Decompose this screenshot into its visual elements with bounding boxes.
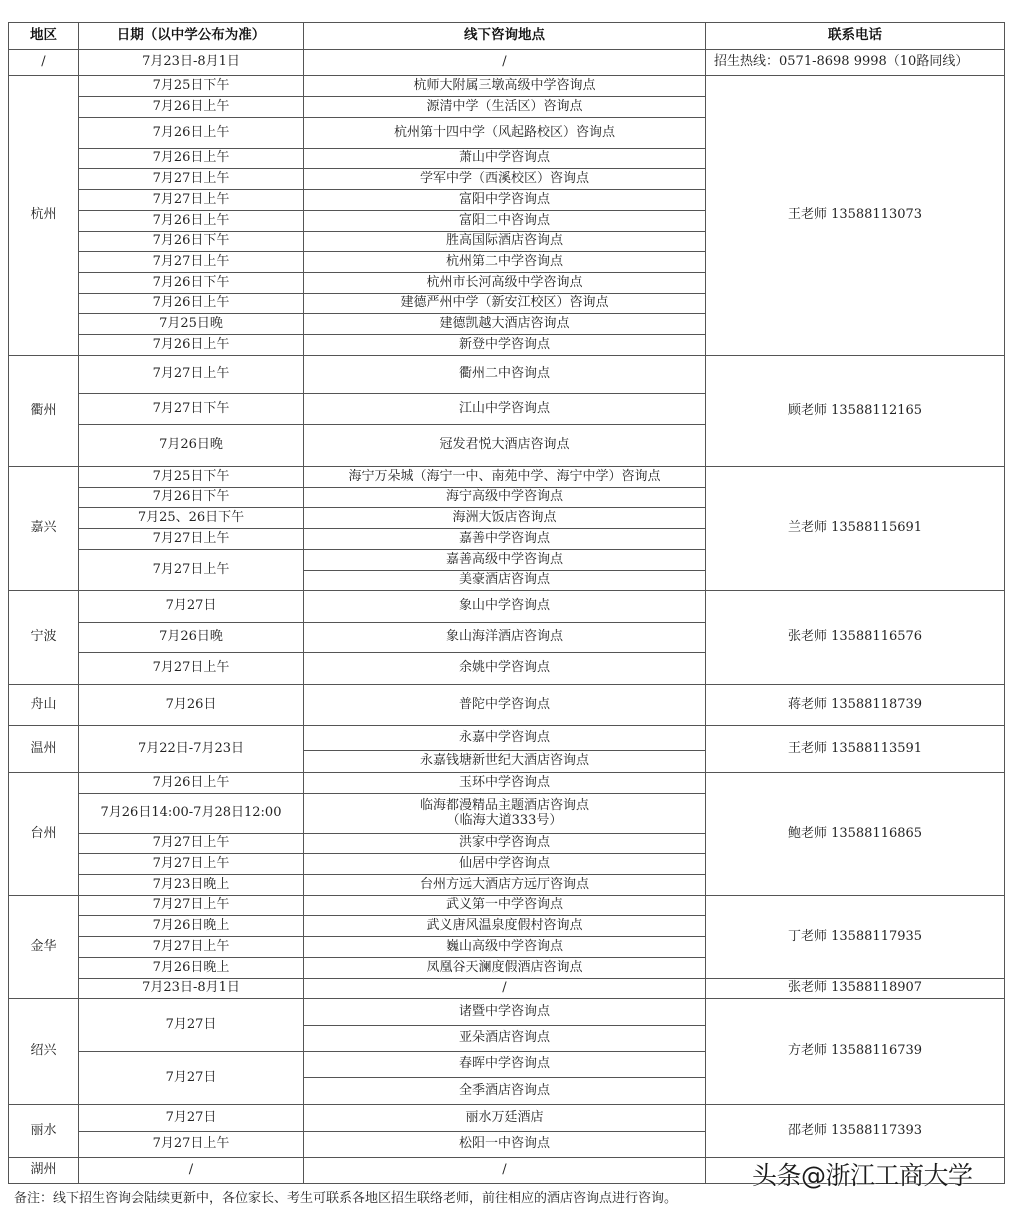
location-name: 临海都漫精品主题酒店咨询点 <box>419 797 589 813</box>
table-row <box>9 591 1005 623</box>
region-shaoxing: 绍兴 <box>9 999 79 1105</box>
date-cell: 7月23日-8月1日 <box>79 979 304 999</box>
location-cell: 美豪酒店咨询点 <box>304 571 706 591</box>
date-cell: 7月27日上午 <box>79 529 304 550</box>
region-jiaxing: 嘉兴 <box>9 467 79 591</box>
region-wenzhou: 温州 <box>9 726 79 773</box>
table-row <box>9 773 1005 794</box>
table-row <box>9 999 1005 1026</box>
location-cell: 巍山高级中学咨询点 <box>304 937 706 958</box>
table-row <box>9 467 1005 488</box>
header-date: 日期（以中学公布为准） <box>79 23 304 50</box>
location-cell: 建德凯越大酒店咨询点 <box>304 314 706 335</box>
location-cell: 海洲大饭店咨询点 <box>304 508 706 529</box>
date-cell: 7月27日上午 <box>79 653 304 685</box>
date-cell: 7月26日 <box>79 685 304 726</box>
location-cell: 丽水万廷酒店 <box>304 1105 706 1132</box>
location-cell: 冠发君悦大酒店咨询点 <box>304 425 706 467</box>
contact-hangzhou: 王老师 13588113073 <box>706 76 1005 356</box>
table-row <box>9 896 1005 916</box>
date-cell: 7月27日上午 <box>79 356 304 394</box>
date-cell: 7月26日晚上 <box>79 958 304 979</box>
date-cell: 7月26日上午 <box>79 211 304 232</box>
date-cell: 7月27日上午 <box>79 937 304 958</box>
date-cell: 7月27日 <box>79 999 304 1052</box>
table-row <box>9 76 1005 97</box>
date-cell: 7月26日晚上 <box>79 916 304 937</box>
date-cell: 7月26日下午 <box>79 488 304 508</box>
location-cell: 亚朵酒店咨询点 <box>304 1026 706 1052</box>
contact-jiaxing: 兰老师 13588115691 <box>706 467 1005 591</box>
location-cell: 仙居中学咨询点 <box>304 854 706 875</box>
location-cell: 胜高国际酒店咨询点 <box>304 232 706 252</box>
date-cell: 7月26日上午 <box>79 773 304 794</box>
date-cell: 7月27日下午 <box>79 394 304 425</box>
location-cell: 学军中学（西溪校区）咨询点 <box>304 169 706 190</box>
contact-zhoushan: 蒋老师 13588118739 <box>706 685 1005 726</box>
date-cell: 7月26日下午 <box>79 273 304 294</box>
location-cell: 武义唐风温泉度假村咨询点 <box>304 916 706 937</box>
location-cell: 普陀中学咨询点 <box>304 685 706 726</box>
date-cell: 7月27日上午 <box>79 550 304 591</box>
location-cell: 衢州二中咨询点 <box>304 356 706 394</box>
header-region: 地区 <box>9 23 79 50</box>
date-cell: 7月25、26日下午 <box>79 508 304 529</box>
contact-jinhua: 丁老师 13588117935 <box>706 896 1005 979</box>
region-hangzhou: 杭州 <box>9 76 79 356</box>
header-location: 线下咨询地点 <box>304 23 706 50</box>
location-cell: 杭州第十四中学（风起路校区）咨询点 <box>304 118 706 149</box>
contact-lishui: 邵老师 13588117393 <box>706 1105 1005 1158</box>
contact-ningbo: 张老师 13588116576 <box>706 591 1005 685</box>
location-cell: 象山海洋酒店咨询点 <box>304 623 706 653</box>
location-cell: 江山中学咨询点 <box>304 394 706 425</box>
location-cell: 海宁高级中学咨询点 <box>304 488 706 508</box>
location-cell: 海宁万朵城（海宁一中、南苑中学、海宁中学）咨询点 <box>304 467 706 488</box>
region-cell: / <box>9 50 79 76</box>
location-cell: 富阳二中咨询点 <box>304 211 706 232</box>
location-cell: 杭师大附属三墩高级中学咨询点 <box>304 76 706 97</box>
date-cell: 7月26日上午 <box>79 97 304 118</box>
date-cell: 7月27日上午 <box>79 896 304 916</box>
location-address: （临海大道333号） <box>446 812 563 828</box>
contact-quzhou: 顾老师 13588112165 <box>706 356 1005 467</box>
date-cell: 7月26日下午 <box>79 232 304 252</box>
location-cell: 嘉善高级中学咨询点 <box>304 550 706 571</box>
date-cell: 7月26日晚 <box>79 425 304 467</box>
table-header-row <box>9 23 1005 50</box>
location-cell: 新登中学咨询点 <box>304 335 706 356</box>
region-zhoushan: 舟山 <box>9 685 79 726</box>
date-cell: 7月26日上午 <box>79 149 304 169</box>
table-row <box>9 356 1005 394</box>
location-cell: 源清中学（生活区）咨询点 <box>304 97 706 118</box>
location-cell: 凤凰谷天澜度假酒店咨询点 <box>304 958 706 979</box>
contact-taizhou: 鲍老师 13588116865 <box>706 773 1005 896</box>
location-cell: / <box>304 50 706 76</box>
date-cell: 7月26日上午 <box>79 335 304 356</box>
location-cell: 余姚中学咨询点 <box>304 653 706 685</box>
location-cell: 永嘉钱塘新世纪大酒店咨询点 <box>304 751 706 773</box>
location-cell <box>304 794 706 834</box>
date-cell: 7月27日上午 <box>79 1132 304 1158</box>
date-cell: 7月27日上午 <box>79 252 304 273</box>
location-cell: 嘉善中学咨询点 <box>304 529 706 550</box>
location-cell: 萧山中学咨询点 <box>304 149 706 169</box>
date-cell: 7月27日 <box>79 591 304 623</box>
contact-shaoxing: 方老师 13588116739 <box>706 999 1005 1105</box>
hotline-phone: 招生热线：0571-8698 9998（10路同线） <box>706 50 1005 76</box>
hotline-row <box>9 50 1005 76</box>
table-row <box>9 1105 1005 1132</box>
location-cell: 诸暨中学咨询点 <box>304 999 706 1026</box>
footnote: 备注：线下招生咨询会陆续更新中，各位家长、考生可联系各地区招生联络老师，前往相应的酒店咨询点进行咨询。 <box>14 1191 678 1206</box>
table-row <box>9 979 1005 999</box>
location-cell: / <box>304 979 706 999</box>
date-cell: 7月27日 <box>79 1105 304 1132</box>
location-cell: 富阳中学咨询点 <box>304 190 706 211</box>
date-cell: 7月26日晚 <box>79 623 304 653</box>
date-cell: 7月25日下午 <box>79 467 304 488</box>
region-ningbo: 宁波 <box>9 591 79 685</box>
header-phone: 联系电话 <box>706 23 1005 50</box>
date-cell: 7月27日上午 <box>79 834 304 854</box>
location-cell: 杭州市长河高级中学咨询点 <box>304 273 706 294</box>
location-cell: 玉环中学咨询点 <box>304 773 706 794</box>
location-cell: / <box>304 1158 706 1184</box>
location-cell: 永嘉中学咨询点 <box>304 726 706 751</box>
date-cell: 7月22日-7月23日 <box>79 726 304 773</box>
region-taizhou: 台州 <box>9 773 79 896</box>
date-cell: 7月26日上午 <box>79 118 304 149</box>
table-row <box>9 685 1005 726</box>
location-cell: 松阳一中咨询点 <box>304 1132 706 1158</box>
location-cell: 杭州第二中学咨询点 <box>304 252 706 273</box>
region-huzhou: 湖州 <box>9 1158 79 1184</box>
date-cell: 7月25日下午 <box>79 76 304 97</box>
contact-wenzhou: 王老师 13588113591 <box>706 726 1005 773</box>
date-cell: 7月27日上午 <box>79 854 304 875</box>
region-quzhou: 衢州 <box>9 356 79 467</box>
date-cell: / <box>79 1158 304 1184</box>
date-cell: 7月27日上午 <box>79 190 304 211</box>
contact-jinhua-extra: 张老师 13588118907 <box>706 979 1005 999</box>
location-cell: 武义第一中学咨询点 <box>304 896 706 916</box>
date-cell: 7月27日 <box>79 1052 304 1105</box>
date-cell: 7月27日上午 <box>79 169 304 190</box>
location-cell: 建德严州中学（新安江校区）咨询点 <box>304 294 706 314</box>
region-jinhua: 金华 <box>9 896 79 999</box>
date-cell: 7月26日上午 <box>79 294 304 314</box>
date-cell: 7月23日-8月1日 <box>79 50 304 76</box>
location-cell: 台州方远大酒店方远厅咨询点 <box>304 875 706 896</box>
region-lishui: 丽水 <box>9 1105 79 1158</box>
date-cell: 7月25日晚 <box>79 314 304 335</box>
date-cell: 7月26日14:00-7月28日12:00 <box>79 794 304 834</box>
location-cell: 全季酒店咨询点 <box>304 1078 706 1105</box>
location-cell: 洪家中学咨询点 <box>304 834 706 854</box>
location-cell: 象山中学咨询点 <box>304 591 706 623</box>
date-cell: 7月23日晚上 <box>79 875 304 896</box>
consultation-schedule-table <box>8 22 1005 1184</box>
watermark: 头条@浙江工商大学 <box>752 1161 973 1190</box>
table-row <box>9 726 1005 751</box>
location-cell: 春晖中学咨询点 <box>304 1052 706 1078</box>
